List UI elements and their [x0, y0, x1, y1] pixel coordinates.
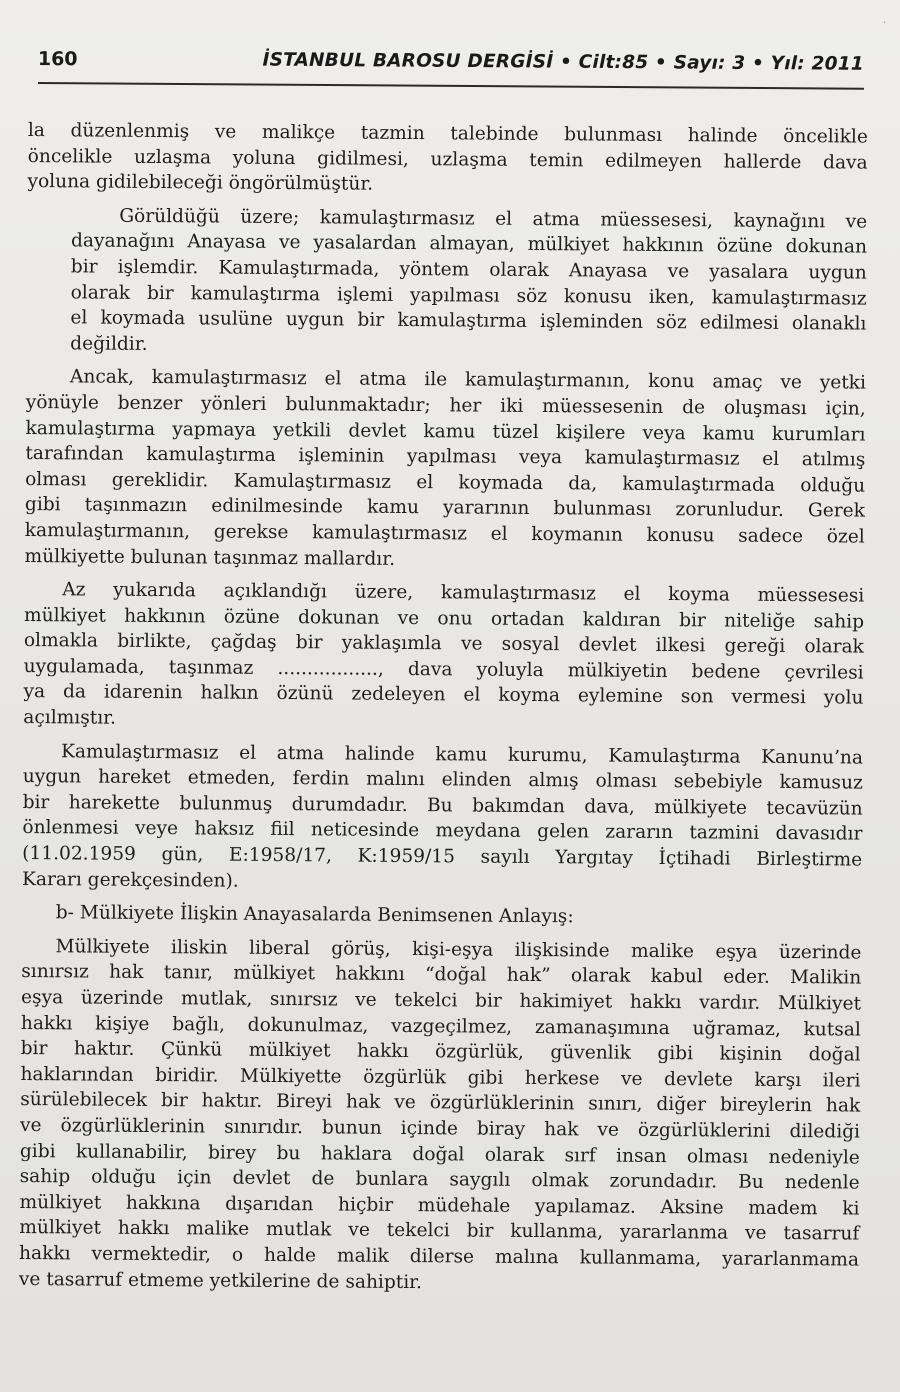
text-line: bir haktır. Çünkü mülkiyet hakkı özgürlük, güvenlik gibi kişinin doğal — [20, 1038, 861, 1066]
page-header — [38, 44, 864, 84]
text-line: ya da idarenin halkın özünü zedeleyen el koyma eylemine son vermesi yolu — [23, 681, 864, 710]
text-line: uygun hareket etmeden, ferdin malını elinden almış olması sebebiyle kamusuz — [22, 766, 863, 794]
text-line: mülkiyet hakkının özüne dokunan ve onu ortadan kaldıran bir niteliğe sahip — [24, 604, 865, 633]
text-line: değildir. — [70, 333, 148, 355]
text-line: haklarından biridir. Mülkiyette özgürlük gibi herkese ve devlete karşı ileri — [20, 1063, 861, 1092]
text-line: Kamulaştırmasız el atma halinde kamu kurumu, Kamulaştırma Kanunu’na — [60, 740, 864, 769]
text-line: önlenmesi veye haksız fiil neticesinde meydana gelen zararın tazmini davasıdır — [22, 817, 863, 846]
text-line: dayanağını Anayasa ve yasalardan almayan, mülkiyet hakkının özüne dokunan — [70, 230, 868, 258]
text-line: ve tasarruf etmeme yetkilerine de sahiptir. — [18, 1268, 423, 1293]
text-line: Ancak, kamulaştırmasız el atma ile kamulaştırmanın, konu amaç ve yetki — [69, 366, 867, 394]
text-line: kamulaştırma yapmaya yetkili devlet kamu tüzel kişilere veya kamu kurumları — [25, 417, 866, 446]
text-line: ve özgürlüklerinin sınırıdır. bunun içinde biray hak ve özgürlüklerini dilediği — [20, 1114, 861, 1143]
text-line: gibi taşınmazın edinilmesinde kamu yararının bulunması zorunludur. Gerek — [24, 494, 866, 522]
text-line: öncelikle uzlaşma yoluna gidilmesi, uzlaşma temin edilmeyen hallerde dava — [27, 145, 868, 174]
text-line: uygulamada, taşınmaz ................., dava yoluyla mülkiyetin bedene çevrilesi — [23, 655, 864, 684]
section-heading: b- Mülkiyete İlişkin Anayasalarda Benimsenen Anlayış: — [55, 902, 574, 928]
text-line: sahip olduğu için devlet de bunlara saygılı olmak zorundadır. Bu nedenle — [19, 1166, 860, 1194]
text-line: hakkı kişiye bağlı, dokunulmaz, vazgeçilmez, zamanaşımına uğramaz, kutsal — [20, 1012, 861, 1041]
paragraph-2 — [24, 364, 866, 575]
text-line: kamulaştırmanın, gerekse kamulaştırmasız el koymanın konusu sadece özel — [24, 519, 865, 548]
text-line: hakkı vermektedir, o halde malik dilerse malına kullanmama, yararlanmama — [18, 1242, 860, 1271]
text-line: eşya üzerinde mutlak, sınırsız ve tekelci bir hakimiyet hakkı vardır. Mülkiyet — [21, 986, 862, 1015]
text-line: mülkiyet hakkına dışarıdan hiçbir müdehale yapılamaz. Aksine madem ki — [19, 1191, 860, 1220]
running-head: İSTANBUL BAROSU DERGİSİ • Cilt:85 • Sayı: 3 • Yıl: 2011 — [262, 49, 864, 75]
text-line: yönüyle benzer yönleri bulunmaktadır; her iki müessesenin de oluşması için, — [25, 391, 866, 420]
text-line: Mülkiyete iliskin liberal görüş, kişi-eşya ilişkisinde malike eşya üzerinde — [55, 936, 862, 964]
text-line: mülkiyet hakkı malike mutlak ve tekelci bir kullanma, yararlanma ve tasarruf — [19, 1217, 860, 1245]
text-line: tarafından kamulaştırma işleminin yapılması veya kamulaştırmasız el atılmış — [25, 443, 866, 471]
text-line: (11.02.1959 gün, E:1958/17, K:1959/15 sayılı Yargıtay İçtihadi Birleştirme — [22, 843, 863, 871]
body-text — [19, 118, 868, 1307]
text-line: yoluna gidilebileceği öngörülmüştür. — [27, 171, 374, 195]
text-line: bir harekette bulunmuş durumdadır. Bu bakımdan dava, mülkiyete tecavüzün — [22, 791, 863, 820]
page-number: 160 — [37, 47, 78, 71]
text-line: gibi kullanabilir, birey bu haklara doğal olarak sırf insan olması nedeniyle — [19, 1140, 860, 1169]
text-line: olması gereklidir. Kamulaştırmasız el koymada da, kamulaştırmada olduğu — [25, 468, 866, 497]
paragraph-0 — [27, 118, 868, 201]
text-line: mülkiyette bulunan taşınmaz mallardır. — [24, 545, 396, 570]
text-line: Görüldüğü üzere; kamulaştırmasız el atma müessesesi, kaynağını ve — [119, 205, 868, 233]
text-line: Kararı gerekçesinden). — [21, 868, 239, 892]
text-line: el koymada usulüne uygun bir kamulaştırma işleminden söz edilmesi olanaklı — [70, 307, 867, 335]
paragraph-1 — [26, 203, 867, 363]
paragraph-5 — [19, 934, 862, 1299]
text-line: la düzenlenmiş ve malikçe tazmin talebinde bulunması halinde öncelikle — [27, 119, 868, 148]
corner-mark: · — [882, 18, 886, 29]
text-line: olarak bir kamulaştırma işlemi yapılması söz konusu iken, kamulaştırmasız — [70, 281, 867, 310]
text-line: olmakla birlikte, çağdaş bir yaklaşımla ve sosyal devlet ilkesi gereği olarak — [23, 630, 864, 658]
paragraph-3 — [23, 577, 864, 737]
header-rule — [38, 82, 864, 90]
text-line: sürülebilecek bir haktır. Bireyi hak ve özgürlüklerinin sınırı, diğer bireylerin hak — [20, 1089, 861, 1117]
text-line: açılmıştır. — [23, 707, 117, 729]
paragraph-4 — [22, 739, 863, 899]
text-line: Az yukarıda açıklandığı üzere, kamulaştırmasız el koyma müessesesi — [62, 579, 865, 607]
text-line: bir işlemdir. Kamulaştırmada, yöntem olarak Anayasa ve yasalara uygun — [70, 256, 867, 284]
text-line: sınırsız hak tanır, mülkiyet hakkını “doğal hak” olarak kabul eder. Malikin — [21, 961, 862, 989]
